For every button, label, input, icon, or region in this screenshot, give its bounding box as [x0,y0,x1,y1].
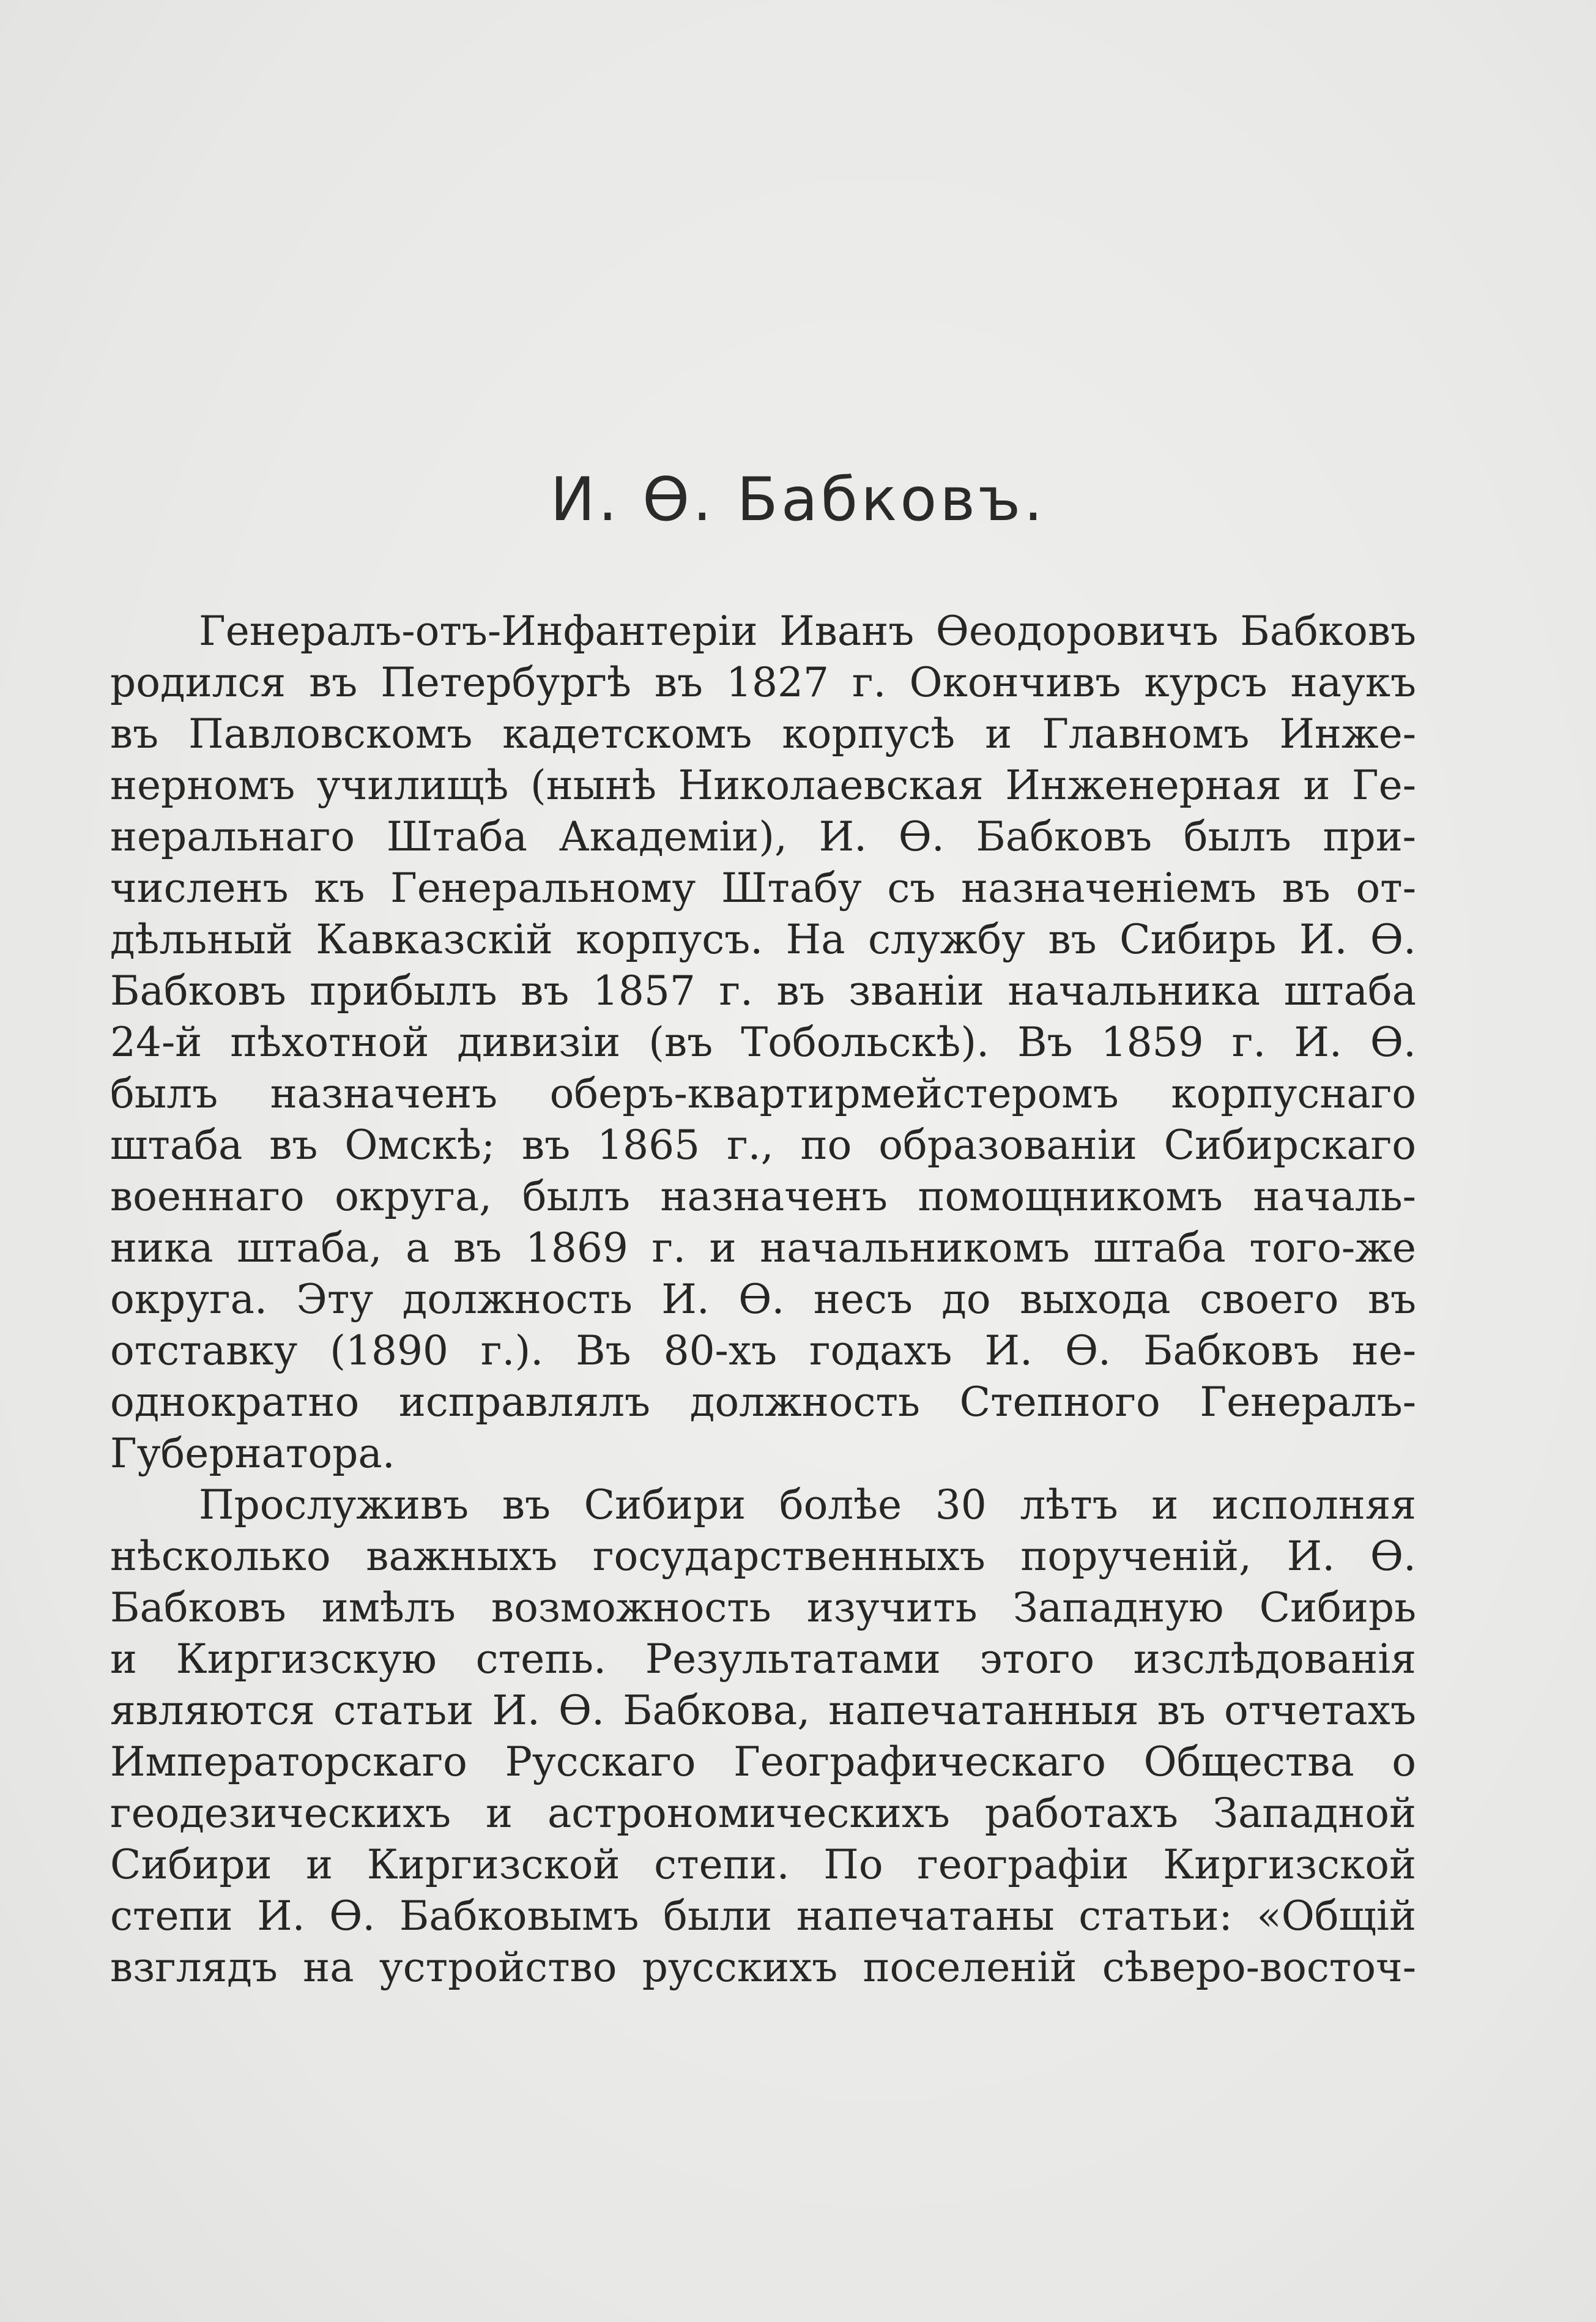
text-line: былъ назначенъ оберъ-квартирмейстеромъ корпуснаго [110,1070,1416,1117]
text-line: округа. Эту должность И. Ѳ. несъ до выхода своего въ [110,1276,1416,1323]
text-line: Прослуживъ въ Сибири болѣе 30 лѣтъ и исполняя [199,1481,1416,1528]
page-title: И. Ѳ. Бабковъ. [550,465,1046,535]
text-line: Императорскаго Русскаго Географическаго Общества о [110,1738,1416,1785]
text-line: въ Павловскомъ кадетскомъ корпусѣ и Главномъ Инже- [110,710,1416,757]
text-line: численъ къ Генеральному Штабу съ назначеніемъ въ от- [110,865,1416,912]
text-line: степи И. Ѳ. Бабковымъ были напечатаны статьи: «Общій [110,1892,1416,1940]
text-line: ника штаба, а въ 1869 г. и начальникомъ штаба того-же [110,1224,1416,1271]
text-line: Бабковъ имѣлъ возможность изучить Западную Сибирь [110,1584,1416,1631]
paragraph-1 [110,606,1416,1479]
text-line: взглядъ на устройство русскихъ поселеній сѣверо-восточ- [110,1944,1416,1991]
text-line: нерномъ училищѣ (нынѣ Николаевская Инженерная и Ге- [110,762,1416,809]
text-line: неральнаго Штаба Академіи), И. Ѳ. Бабковъ былъ при- [110,813,1416,860]
text-line: 24-й пѣхотной дивизіи (въ Тобольскѣ). Въ 1859 г. И. Ѳ. [110,1019,1416,1066]
text-line: отставку (1890 г.). Въ 80-хъ годахъ И. Ѳ. Бабковъ не- [110,1327,1416,1374]
text-line: Сибири и Киргизской степи. По географіи Киргизской [110,1841,1416,1888]
text-line: родился въ Петербургѣ въ 1827 г. Окончивъ курсъ наукъ [110,659,1416,706]
text-line: штаба въ Омскѣ; въ 1865 г., по образованіи Сибирскаго [110,1122,1416,1169]
text-line: дѣльный Кавказскій корпусъ. На службу въ Сибирь И. Ѳ. [110,916,1416,963]
body-text [110,606,1416,1993]
text-line: геодезическихъ и астрономическихъ работахъ Западной [110,1790,1416,1837]
text-line: однократно исправлялъ должность Степного Генералъ- [110,1379,1416,1426]
text-line: являются статьи И. Ѳ. Бабкова, напечатанныя въ отчетахъ [110,1687,1416,1734]
paragraph-2 [110,1479,1416,1993]
text-line: военнаго округа, былъ назначенъ помощникомъ началь- [110,1173,1416,1220]
text-line: нѣсколько важныхъ государственныхъ порученій, И. Ѳ. [110,1533,1416,1580]
text-line: и Киргизскую степь. Результатами этого изслѣдованія [110,1635,1416,1683]
text-line: Бабковъ прибылъ въ 1857 г. въ званіи начальника штаба [110,967,1416,1014]
text-line: Генералъ-отъ-Инфантеріи Иванъ Ѳеодоровичъ Бабковъ [199,608,1416,655]
text-line: Губернатора. [110,1430,395,1477]
